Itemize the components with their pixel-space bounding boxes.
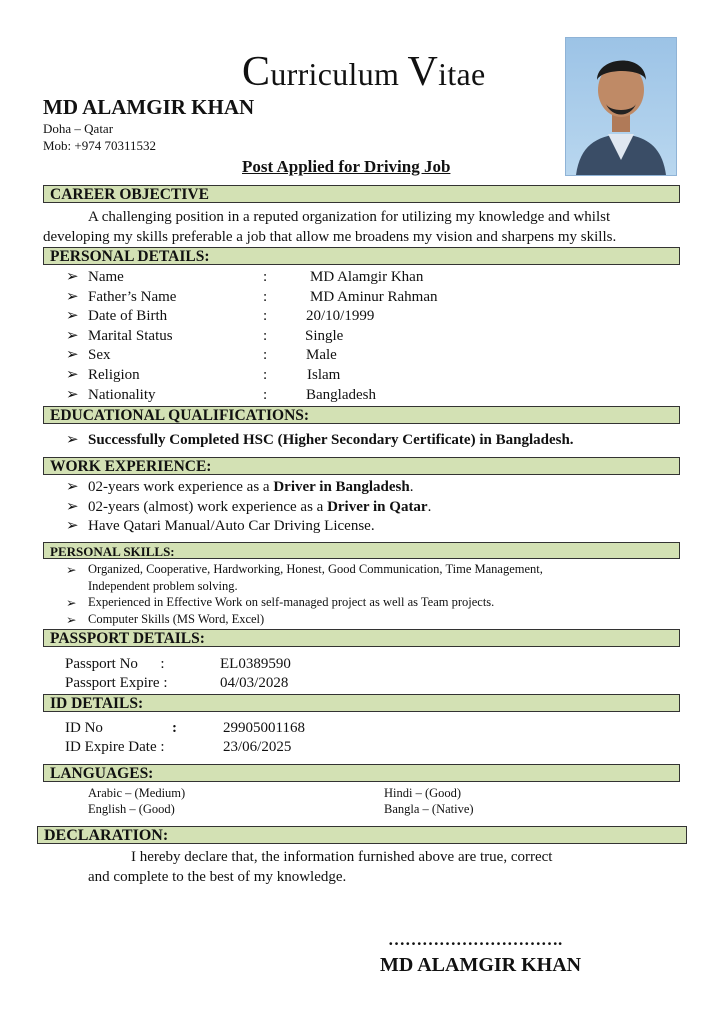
personal-detail-row	[0, 306, 724, 326]
profile-photo	[565, 37, 677, 176]
detail-colon: :	[263, 308, 268, 325]
personal-detail-row	[0, 385, 724, 405]
skills-item-3: Computer Skills (MS Word, Excel)	[88, 612, 265, 626]
detail-colon: :	[263, 269, 268, 285]
id-expire-label: ID Expire Date :	[65, 739, 165, 755]
bullet-icon: ➢	[66, 563, 77, 577]
detail-label: Sex	[88, 347, 111, 364]
section-passport-details: PASSPORT DETAILS:	[43, 629, 680, 647]
bullet-icon: ➢	[66, 518, 79, 534]
detail-value: 20/10/1999	[306, 308, 375, 325]
signature-name: MD ALAMGIR KHAN	[380, 954, 582, 976]
detail-label: Marital Status	[88, 327, 173, 344]
bullet-icon: ➢	[66, 367, 79, 383]
section-languages: LANGUAGES:	[43, 764, 680, 782]
bullet-icon: ➢	[66, 613, 77, 627]
section-career-objective: CAREER OBJECTIVE	[43, 185, 680, 203]
detail-value: Male	[306, 347, 337, 364]
passport-expire-value: 04/03/2028	[220, 675, 289, 691]
detail-label: Nationality	[88, 386, 156, 403]
signature-line: ………………………….	[388, 930, 563, 949]
bullet-icon: ➢	[66, 499, 79, 515]
detail-value: MD Alamgir Khan	[310, 269, 424, 285]
bullet-icon: ➢	[66, 269, 79, 285]
mobile: Mob: +974 70311532	[43, 138, 157, 153]
education-item: ➢ Successfully Completed HSC (Higher Secondary Certificate) in Bangladesh.	[66, 432, 574, 448]
section-declaration: DECLARATION:	[37, 826, 687, 844]
id-no-colon: :	[172, 720, 177, 736]
id-expire-value: 23/06/2025	[223, 739, 292, 755]
personal-detail-row	[0, 287, 724, 307]
language-arabic: Arabic – (Medium)	[88, 786, 186, 800]
language-hindi: Hindi – (Good)	[384, 786, 462, 800]
bullet-icon: ➢	[66, 347, 79, 364]
detail-colon: :	[263, 386, 268, 403]
detail-colon: :	[263, 327, 268, 344]
detail-value: Single	[305, 327, 344, 344]
work-item-1: ➢ 02-years work experience as a Driver in Bangladesh.	[66, 479, 414, 495]
career-line-1: A challenging position in a reputed organization for utilizing my knowledge and whilst	[88, 209, 611, 225]
detail-value: Islam	[307, 367, 341, 383]
skills-item-2: Experienced in Effective Work on self-managed project as well as Team projects.	[88, 595, 495, 609]
detail-colon: :	[263, 288, 268, 305]
skills-item-1-line-2: Independent problem solving.	[88, 579, 238, 593]
detail-value: MD Aminur Rahman	[310, 288, 438, 305]
detail-colon: :	[263, 367, 268, 383]
passport-expire-label: Passport Expire :	[65, 675, 168, 691]
personal-detail-row	[0, 267, 724, 287]
section-personal-skills: PERSONAL SKILLS:	[43, 542, 680, 559]
bullet-icon: ➢	[66, 386, 79, 403]
career-line-2: developing my skills preferable a job that allow me broadens my vision and sharpens my skills.	[43, 229, 617, 245]
personal-detail-row	[0, 326, 724, 346]
work-item-2: ➢ 02-years (almost) work experience as a Driver in Qatar.	[66, 499, 432, 515]
id-no-label: ID No	[65, 720, 103, 736]
location: Doha – Qatar	[43, 121, 114, 136]
bullet-icon: ➢	[66, 479, 79, 495]
detail-label: Date of Birth	[88, 308, 168, 325]
skills-item-1-line-1: Organized, Cooperative, Hardworking, Honest, Good Communication, Time Management,	[88, 562, 543, 576]
cv-title: Curriculum Vitae	[242, 49, 486, 95]
passport-no-value: EL0389590	[220, 656, 291, 672]
applicant-name: MD ALAMGIR KHAN	[43, 95, 255, 119]
declaration-line-1: I hereby declare that, the information furnished above are true, correct	[131, 849, 553, 865]
bullet-icon: ➢	[66, 327, 79, 344]
personal-detail-row	[0, 345, 724, 365]
bullet-icon: ➢	[66, 288, 79, 305]
language-bangla: Bangla – (Native)	[384, 802, 474, 816]
passport-no-label: Passport No :	[65, 656, 165, 672]
section-personal-details: PERSONAL DETAILS:	[43, 247, 680, 265]
section-education: EDUCATIONAL QUALIFICATIONS:	[43, 406, 680, 424]
detail-label: Name	[88, 269, 124, 285]
post-applied: Post Applied for Driving Job	[242, 157, 451, 176]
id-no-value: 29905001168	[223, 720, 305, 736]
personal-detail-row	[0, 365, 724, 385]
work-item-3: ➢ Have Qatari Manual/Auto Car Driving License.	[66, 518, 375, 534]
section-work-experience: WORK EXPERIENCE:	[43, 457, 680, 475]
detail-label: Religion	[88, 367, 140, 383]
declaration-line-2: and complete to the best of my knowledge.	[88, 869, 347, 885]
bullet-icon: ➢	[66, 432, 79, 448]
bullet-icon: ➢	[66, 596, 77, 610]
detail-value: Bangladesh	[306, 386, 376, 403]
language-english: English – (Good)	[88, 802, 175, 816]
section-id-details: ID DETAILS:	[43, 694, 680, 712]
detail-colon: :	[263, 347, 268, 364]
bullet-icon: ➢	[66, 308, 79, 325]
detail-label: Father’s Name	[88, 288, 177, 305]
